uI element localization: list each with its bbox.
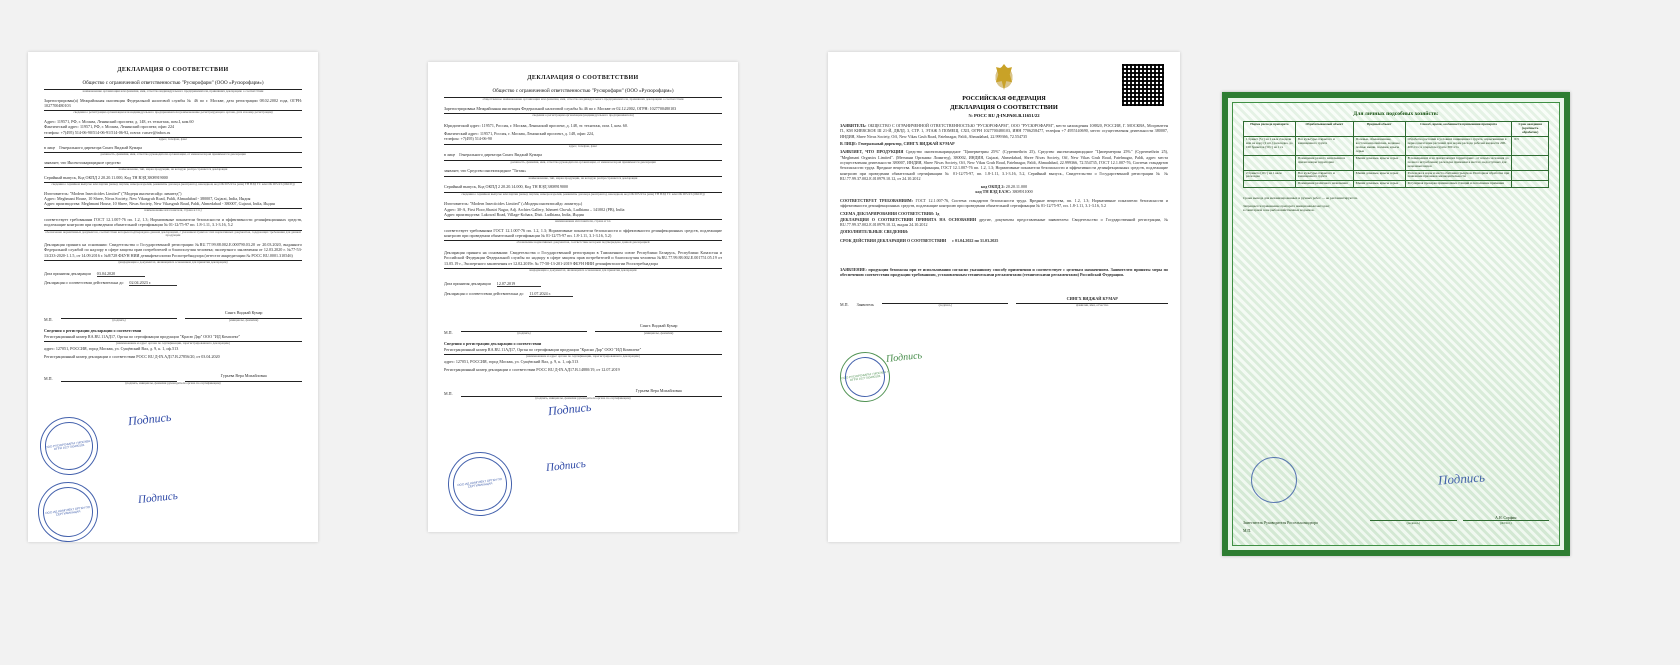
qr-code [1120,62,1166,108]
doc1-mp: М.П. [44,316,53,322]
doc3-number-label: № [968,113,973,118]
doc1-registration: Зарегистрирован(а) Межрайонная инспекция Федеральной налоговой службы № 46 по г. Москве, дата регистрации 08.02.2002 года, ОГРН: 1027700480103 [44,97,302,108]
green-stamp: ООО РУСЮРОФАРМ • МОСКВА • ОГРН 1027700480103 [837,349,893,405]
doc4-sign-caption: (подпись) [1406,521,1420,525]
signature-6: Подпись [1437,469,1486,488]
doc2-manufacturer: Изготовитель: "Modern Insecticides Limited" («Модерн инсектисайдс лимитед») [444,201,583,207]
doc3-basis: другие, документы представленные заявителем: Свидетельство о Государственной регистрации, № RU.77.99.37.002.E.010979.10.12, выдан 24.10.2012 [840,216,1168,227]
doc1-conformity: соответствует требованиям ГОСТ 12.1.007-76 пп. 1.2, 1.3; Нормативные показатели безопасности и эффективности дезинфекционных средств, подлежащие контролю при проведении обязательной сертификации № 01-12/75-97 пп. 1.8-1.11, 3.1-3.16, 5.2 [44,217,302,228]
doc3-product: Средство инсектоакарицидное "Циперметрин 25%" (Cypermethrin 25), Средство инсектоакарицидное "Циперметрин 25%" (Cypermethrin 25), "Meghmani Organics Limited". (Мегмани Органикс Лимитед), 380002, ИНДИЯ, Gujarat, Ahmedabad, Shree Nivas Society, Off, New Vikas Gruh Road, Fatehnagar, Paldi, адрес места осуществления деятельности 380007, ИНДИЯ, Shree Nivas Society, Off, New Vikas Gruh Road, Fatehnagar, Paldi, Ahmadabad, 22.999366, 72.554735, ГОСТ 12.1.007-76, Система стандартов безопасности труда. Вредные вещества. Классификация, ГОСТ 12.1.007-76 пп. 1.2, 1.3; Нормативные показатели безопасности и эффективности дезинфекционных средств, подлежащие контролю при проведении обязательной сертификации № 01-12/75-97, пп. 1.8-1.11, 3.1-3.16, 5.2, Серийный выпуск., Свидетельство о Государственной регистрации № № RU.77.99.37.002.E.010979.10.12, от 24.10.2012 [840,149,1169,181]
doc3-number: РОСС RU Д-IN.РА01.В.11651/22 [974,113,1040,118]
doc2-date-value: 12.07.2019 [497,281,541,287]
doc2-valid-label: Декларация о соответствии действительна до [444,291,524,297]
doc2-reg-signer-caption: (подпись, инициалы, фамилия руководителя органа по сертификации) [535,395,631,400]
doc4-note-3: в санитарной зоне рыбохозяйственных водоемов. [1243,208,1315,213]
doc2-reg-signer: Гурьева Вера Михайловна [635,388,682,394]
doc2-registration: Зарегистрирована Межрайонная инспекция Федеральной налоговой службы № 46 по г. Москве от 02.12.2002, ОГРН: 1027700480103 [444,105,677,111]
table-row [1244,170,1549,181]
doc2-declarant-caption: общественное наименование организации или фамилия, имя, отчество индивидуального предпринимателя, принявших декларацию о соответствии [482,96,684,101]
cell-method: Раскладка в норы и места обитания грызунов. Повторная обработка при появлении признаков жизнедеятельности [1405,170,1512,181]
doc3-scheme-label: СХЕМА ДЕКЛАРИРОВАНИЯ СООТВЕТСТВИЯ: [840,211,935,217]
doc1-reg-decl: Регистрационный номер декларации о соответствии РОСС RU Д-IN.АД17.В.27856/20, от 03.04.2020 [44,353,220,359]
document-declaration-2[interactable] [428,62,738,532]
doc2-legal-address: Юридический адрес: 119571, Россия, г. Москва, Ленинский проспект, д. 148, эт. технэтаж, пом. I, ком. 60. [444,122,628,128]
doc2-signer: Сингх Виджай Кумар [639,323,678,329]
doc1-declarant-caption: наименование организации или фамилия, имя, отчество индивидуального предпринимателя, принявших декларацию о соответствии [82,88,264,93]
doc1-reg-signer: Гурьева Вера Михайловна [220,373,267,379]
cell-method: Обработка растений в условиях защищенного грунта, опрыскивание в период вегетации растений при норме расхода рабочей жидкости 200-400 л/га; в открытом грунте 300 л/га [1405,136,1512,155]
doc2-person: Генерального директора Сингх Виджай Кумара [459,152,542,158]
doc4-name-caption: (Ф.И.О.) [1499,521,1512,525]
cell-method: В помещениях и на прилегающих территориях - от начала заселения до полного истребления; раскладка приманки в местах, недоступных для нецелевых видов [1405,155,1512,170]
doc2-reg-addr: адрес: 127051, РОССИЯ, город Москва, ул. Сущёвский Вал, д. 9, к. 1, оф.513 [444,358,579,364]
doc3-country: РОССИЙСКАЯ ФЕДЕРАЦИЯ [962,96,1046,102]
doc1-reg-title: Сведения о регистрации декларации о соответствии [44,328,142,334]
doc2-registration-caption: сведения о регистрации организации (индивидуального предпринимателя) [532,112,634,117]
doc1-manufacturer-caption: наименование изготовителя, страна и т.п.) [144,208,202,213]
doc1-reg-addr: адрес: 127051, РОССИЯ, город Москва, ул. Сущёвский Вал, д. 9, к. 1, оф.513 [44,345,179,351]
col-object: Обрабатываемый объект [1295,122,1353,137]
doc2-fact-address: Фактический адрес: 119571, Россия, г. Москва, Ленинский проспект, д. 148, офис 224, [444,130,594,136]
doc1-declares: заявляет, что Инсектоакарицидное средство [44,159,121,165]
doc2-manufacturer-caption: наименование изготовителя, страна и т.п. [554,219,612,224]
col-method: Способ, время, особенности применения препарата [1405,122,1512,137]
table-row [1244,181,1549,188]
doc1-title: ДЕКЛАРАЦИЯ О СООТВЕТСТВИИ [117,67,229,73]
doc2-basis-caption: информация о документах, являющихся основанием для принятия декларации [529,268,637,273]
doc2-reg-number: Регистрационный номер RA.RU.11АД17, Орган по сертификации продукции "Красно Дар" ООО "ИД Комплект" [444,346,642,352]
doc2-manufacturer-addr2: Адрес производства: Lakowal Road, Village-Kohara, Distt. Ludhiana, India, Индия [444,211,584,217]
doc3-requirements: ГОСТ 12.1.007-76, Система стандартов безопасности труда. Вредные вещества, пп. 1.2, 1.3; Нормативные показатели безопасности и эффективности дезинфекционных средств, подлежащие контролю при проведении обязательной сертификации № 01-12/75-97, пп. 1.8-1.11, 3.1-3.16, 5.2 [840,197,1168,209]
signature-2: Подпись [137,489,179,507]
doc3-okpd-label: код ОКПД 2: [980,184,1005,190]
cell-waiting [1512,155,1549,170]
signature-1: Подпись [127,409,172,429]
table-row [1244,155,1549,170]
doc2-declares-caption: наименование, тип, марка продукции, на которую распространяется декларация [528,175,638,180]
document-declaration-3[interactable] [828,52,1180,542]
cell-waiting [1512,181,1549,188]
doc1-conformity-caption: обозначение нормативных документов, соответствие которым подтверждено данной декларацией, с указанием пунктов этих нормативных документов, содержащих требования для данной продукции [45,229,301,238]
cell-method: Регулярная проверка приманочных станций и пополнение приманки [1405,181,1512,188]
doc2-phone-caption: адрес, телефон, факс [568,143,598,148]
doc1-manufacturer-addr2: Адрес производства: Meghmani House, 10 Shree, Nivas Society, New Vikasgruh Road, Paldi, Ahmedabad - 380007, Gujarat, India, Индия [44,201,275,207]
doc1-basis: Декларация принята на основании: Свидетельства о Государственной регистрации №RU.77.99.88.002.Е.000790.03.20 от 20.03.2020, выданного Федеральной службой по надзору в сфере защиты прав потребителей и благополучия человека; экспертного заключения от 12.03.2020 г. №77-53-13/233-2020-1.1.5, от 14.09.2016 г. №8/728 ФБУН НИИ дезинфектологии Роспотребнадзора (аттестат аккредитации № РОСС RU.0001.310546) [44,242,302,258]
doc2-reg-mp: М.П. [444,391,453,397]
doc4-header: Для личных подсобных хозяйств: [1353,111,1439,117]
doc1-signer-caption: (инициалы, фамилия) [228,317,259,322]
doc1-date-value: 03.04.2020 [97,271,145,277]
doc4-footer-left: Заместитель Руководителя Россельхознадзора [1243,521,1318,525]
doc3-mp: М.П. [840,302,849,308]
doc3-statement-label: ЗАЯВЛЕНИЕ: [840,266,867,272]
doc1-serial-caption: сведения о серийном выпуске или партии (номер партии, номера изделий, реквизиты договора (контракта), накладной, код ОК 005-93 и (или) ТН ВЭД ТС или ОК 005-93 (ОКСП)) [51,181,295,186]
doc3-signer-label: Заявитель [856,302,875,308]
doc3-applicant: ОБЩЕСТВО С ОГРАНИЧЕННОЙ ОТВЕТСТВЕННОСТЬЮ "РУСЮРОФАРМ", ООО "РУСЮРОФАРМ", место нахождения 108820, РОССИЯ, Г. МОСКВА, Мосрентген П., КМ КИЕВСКОЕ Ш 21-Й, ДВЛД. 3, СТР. 1, ЭТАЖ 5 ПОМЕЩ. СХII, ОГРН 1027700480103, ИНН 7706258477, телефон +7 4955140690, место осуществления деятельности 380007, ИНДИЯ, Shree Nivas Society, Off, New Vikas Gruh Road, Fatehnagar, Paldi, Ahmadabad, 22.999366, 72.554735 [840,123,1169,139]
doc1-date-label: Дата принятия декларации [44,270,91,276]
embossed-seal [1251,457,1297,503]
doc3-applicant-label: ЗАЯВИТЕЛЬ: [840,123,867,128]
doc3-signer-caption: фамилия, имя, отчество [1076,302,1109,307]
cell-norm: 2 брикета (10 г) на 1 кв.м раскладка [1244,170,1296,181]
doc3-validity-label: СРОК ДЕЙСТВИЯ ДЕКЛАРАЦИИ О СООТВЕТСТВИИ [840,237,947,243]
doc1-reg-caption: (наименование и адрес органа по сертификации, зарегистрировавшего декларацию) [115,340,231,345]
doc2-person-caption: должность, фамилия, имя, отчество руководителя организации, от имени которой принимается декларация [510,159,656,164]
doc1-serial: Серийный выпуск, Код ОКПД 2 20.20.11.000, Код ТН ВЭД 3808919000 [44,174,168,180]
cell-object: Помещения различного назначения [1295,181,1353,188]
doc1-reg-signer-caption: (подпись, инициалы, фамилия руководителя органа по сертификации) [125,380,221,385]
cell-waiting: 6/3 [1512,136,1549,155]
org-stamp-2: ООО ИД КОМПЛЕКТ ОРГАН ПО СЕРТИФИКАЦИИ [444,448,516,520]
doc1-address: Адрес: 119571, РФ, г. Москва, Ленинский проспект, д. 148, эт. технэтаж, пом.I, ком.60 [44,118,194,124]
cell-pest: Полевые, обыкновенные, восточноевропейские, водяные, лесные мыши, полевки, крысы серые [1353,136,1405,155]
doc1-valid-value: 02.04.2023 г. [129,280,177,286]
doc1-reg-mp: М.П. [44,376,53,382]
doc2-sign-caption: (подпись) [517,330,531,335]
doc1-sign-caption: (подпись) [112,317,126,322]
doc1-signer: Сингх Виджай Кумар [224,310,263,316]
doc1-basis-caption: (информация о документах, являющихся основанием для принятия декларации) [118,260,228,265]
cell-waiting [1512,170,1549,181]
doc3-okpd: 20.20.11.000 [1005,184,1028,190]
signature-4: Подпись [545,457,587,475]
col-norm: Норма расхода препарата [1244,122,1296,137]
cell-object: Все культуры открытого и защищенного грунта [1295,136,1353,155]
doc2-conformity: соответствует требованиям ГОСТ 12.1.007-76 пп. 1.2, 1.3; Нормативные показатели безопасности и эффективности дезинфекционных средств, подлежащие контролю при проведении обязательной сертификации № 01-12/75-97 пп. 1.8-1.11, 3.1-3.16, 5.2) [444,227,722,239]
cell-pest: Мыши домовые, крысы серые [1353,170,1405,181]
signature-3: Подпись [547,399,592,419]
doc2-serial: Серийный выпуск, Код ОКПД 2 20.20.14.000, Код ТН ВЭД 3808919000 [444,184,569,190]
doc2-reg-title: Сведения о регистрации декларации о соответствии [444,341,542,347]
doc3-tnved: 3808911000 [1012,189,1033,195]
doc3-scheme: 1д [935,211,940,217]
doc2-declarant: Общество с ограниченной ответственностью "Русюрофарм" (ООО «Русюрофарм») [492,88,674,95]
doc2-signer-caption: (инициалы, фамилия) [643,330,674,335]
doc2-phone: телефон: +7(495) 514-06-90 [444,136,492,142]
org-stamp: ООО ИД КОМПЛЕКТ ОРГАН ПО СЕРТИФИКАЦИИ [34,478,102,542]
doc1-phone: телефон: +7(495) 514-06-90/514-06-91/514-06-92, почта: russev@inbox.ru [44,129,171,135]
doc3-signer: СИНГХ ВИДЖАЙ КУМАР [1066,295,1118,301]
cell-pest: Мыши домовые, крысы серые [1353,181,1405,188]
doc3-product-label: ЗАЯВЛЯЕТ, ЧТО ПРОДУКЦИЯ [840,149,904,155]
col-pest: Вредный объект [1353,122,1405,137]
doc1-declarant: Общество с ограниченной ответственностью "Русюрофарм" (ООО «Русюрофарм») [82,80,264,87]
doc1-declares-caption: наименование, тип, марка продукции, на которую распространяется декларация [118,166,228,171]
doc4-table [1243,121,1549,188]
doc2-valid-value: 11.07.2024 г. [529,291,573,297]
doc3-additional-label: ДОПОЛНИТЕЛЬНЫЕ СВЕДЕНИЯ: [840,229,909,235]
doc1-address-fact: Фактический адрес: 119571, РФ, г. Москва, Ленинский проспект, офис 224 [44,124,175,130]
doc4-footer-signer: А.Н. Сорфин [1495,516,1517,520]
document-declaration-1[interactable] [28,52,318,542]
doc2-conformity-caption: обозначение нормативных документов, соответствие которым подтверждено данной декларацией [516,240,650,245]
round-stamp: ООО РУСЮРОФАРМ • МОСКВА • ОГРН 1027700480103 [36,413,102,479]
doc2-serial-caption: сведения о серийном выпуске или партии (номер партии, номера изделий, реквизиты договора (контракта), накладной, код ОК 005-93 и (или) ТН ВЭД ТС или ОК 005-93 (ОКСП)) [461,191,705,196]
coat-of-arms-icon [989,62,1019,96]
doc2-manufacturer-addr1: Адрес: 30-А, First Floor,Shastri Nagar, Adj. Archies Gallery, Ishmeet Chowk, Ludhiana – 141002 (PB), India [444,206,625,212]
col-waiting: Срок ожидания (кратность обработок) [1512,122,1549,137]
cell-norm: 1 брикет (5 г) на 1 кв.м 2 недели или на нору (2 шт.) раскладка, до 100 брикетов (50 г) на 1 га [1244,136,1296,155]
cell-object: Помещения разного назначения и прилегающая территория [1295,155,1353,170]
doc1-person-prefix: в лице [44,144,56,150]
doc2-title: ДЕКЛАРАЦИЯ О СООТВЕТСТВИИ [527,75,639,81]
doc2-mp: М.П. [444,330,453,335]
doc4-note-2: Запрещается применение препарата авиационным методом; [1243,204,1330,209]
doc1-reg-number: Регистрационный номер RA.RU.11АД17, Орган по сертификации продукции "Красю Дар" ООО "ИД Комплект" [44,333,241,339]
table-row [1244,136,1549,155]
doc1-person: Генерального директора Сингх Виджай Кумара [59,144,142,150]
doc2-reg-caption: (наименование и адрес органа по сертификации, зарегистрировавшего декларацию) [525,353,641,358]
doc3-validity: с 01.04.2022 по 31.03.2025 [952,237,999,243]
cell-norm [1244,155,1296,170]
doc3-basis-label: ДЕКЛАРАЦИЯ О СООТВЕТСТВИИ ПРИНЯТА НА ОСНОВАНИИ [840,216,977,222]
doc1-manufacturer: Изготовитель: "Modern Insecticides Limited" ("Модерн инсектисайдс лимитед") [44,190,182,196]
doc2-person-prefix: в лице [444,152,456,158]
doc2-reg-decl: Регистрационный номер декларации о соответствии РОСС RU Д-IN.АД17.В.14880/19, от 12.07.2019 [444,366,620,372]
doc2-date-label: Дата принятия декларации [444,280,491,286]
doc3-statement: продукция безопасна при ее использовании согласно указанному способу применения и соответствует с целевым назначением. Заявителем приняты меры по обеспечению соответствия продукции требованиям, установленным техническими регламентами (техническими регламентами) Российской Федерации. [840,266,1168,278]
cell-norm [1244,181,1296,188]
doc3-requirements-label: СООТВЕТСТВУЕТ ТРЕБОВАНИЯМ: [840,197,914,203]
doc4-mp: М.П. [1243,529,1252,533]
signature-5: Подпись [885,350,923,365]
cell-object: Все культуры открытого и защищенного грунта [1295,170,1353,181]
table-header-row [1244,122,1549,137]
doc4-note-1: Сроки выхода для механизированных и ручных работ — не регламентируются. [1243,196,1358,201]
doc2-declares: заявляет, что Средство инсектицидное "Титан» [444,168,527,174]
doc1-manufacturer-addr1: Адрес: Meghmani House, 10 Shree, Nivas Society, New Vikasgruh Road, Paldi, Ahmadabad - 380007, Gujarat, India, Индия [44,195,251,201]
doc3-title: ДЕКЛАРАЦИЯ О СООТВЕТСТВИИ [950,104,1058,111]
doc2-basis: Декларация принята на основании: Свидетельства о Государственной регистрации в Таможенном союзе Республики Беларусь, Республики Казахстан и Российской Федерации Федеральной службы по надзору в сфере защиты прав потребителей и благополучия человека №RU.77.99.88.002.Е.001751.05.19 от 13.05.19 г., Экспертного заключения от 12.02.2019г. № 77-50-13-201-2019 ФБУН НИИ дезинфектологии Роспотребнадзора [444,250,722,266]
document-certificate-green[interactable] [1222,92,1570,556]
cell-pest: Мыши домовые, крысы серые [1353,155,1405,170]
doc1-registration-caption: сведения о регистрации организации или индивидуального предпринимателя (наименование регистрирующего органа, дата и номер регистрации) [73,110,273,115]
doc3-in-person: В ЛИЦЕ: Генеральный директор, СИНГХ ВИДЖАЙ КУМАР [840,140,955,146]
doc3-sign-caption: (подпись) [938,302,952,307]
doc1-valid-label: Декларация о соответствии действительна до [44,280,124,285]
doc1-phone-caption: адрес, телефон, факс [158,136,188,141]
doc3-tnved-label: код ТН ВЭД ЕАЭС: [975,189,1012,195]
doc1-person-caption: должность, фамилия, имя, отчество руководителя организации, от имени которой принимается декларация [100,151,246,156]
